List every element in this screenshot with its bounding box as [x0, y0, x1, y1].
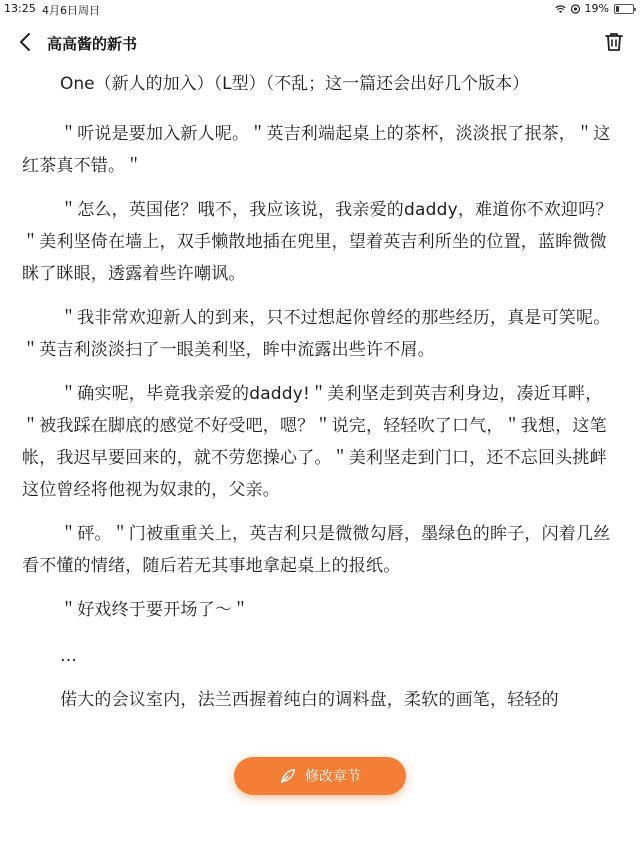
chapter-title: One（新人的加入）（L型）（不乱；这一篇还会出好几个版本） [60, 74, 530, 94]
book-title: 高高酱的新书 [47, 35, 138, 53]
status-bar [0, 0, 640, 18]
wifi-icon [555, 4, 566, 14]
delete-button[interactable] [602, 30, 626, 54]
back-button[interactable] [14, 30, 38, 54]
leaf-pen-icon [279, 767, 297, 785]
battery-percent: 19% [584, 2, 609, 15]
paragraph: ＂我非常欢迎新人的到来，只不过想起你曾经的那些经历，真是可笑呢。＂英吉利淡淡扫了一眼美利坚，眸中流露出些许不屑。 [22, 308, 611, 360]
battery-icon [614, 4, 634, 14]
paragraph: ＂确实呢，毕竟我亲爱的daddy!＂美利坚走到英吉利身边，凑近耳畔，＂被我踩在脚底的感觉不好受吧，嗯？＂说完，轻轻吹了口气，＂我想，这笔帐，我迟早要回来的，就不劳您操心了。＂美利坚走到门口，还不忘回头挑衅这位曾经将他视为奴隶的，父亲。 [22, 384, 607, 500]
battery-level [616, 6, 619, 12]
paragraph: ＂怎么，英国佬？哦不，我应该说，我亲爱的daddy，难道你不欢迎吗？＂美利坚倚在墙上，双手懒散地插在兜里，望着英吉利所坐的位置，蓝眸微微眯了眯眼，透露着些许嘲讽。 [22, 200, 613, 284]
paragraph: ＂好戏终于要开场了～＂ [60, 600, 250, 620]
status-date: 4月6日周日 [42, 4, 100, 17]
edit-chapter-button[interactable] [234, 757, 406, 795]
paragraph: ＂听说是要加入新人呢。＂英吉利端起桌上的茶杯，淡淡抿了抿茶，＂这红茶真不错。＂ [22, 124, 611, 176]
chevron-left-icon [14, 30, 38, 54]
status-icons [555, 2, 634, 15]
partial-paragraph: 偌大的会议室内，法兰西握着纯白的调料盘，柔软的画笔，轻轻的 [60, 690, 559, 710]
location-icon [570, 4, 581, 14]
edit-chapter-label: 修改章节 [305, 769, 361, 785]
chapter-content [0, 62, 640, 716]
paragraph: ＂砰。＂门被重重关上，英吉利只是微微勾唇，墨绿色的眸子，闪着几丝看不懂的情绪，随后若无其事地拿起桌上的报纸。 [22, 524, 611, 576]
status-time: 13:25 [4, 2, 36, 15]
nav-bar [0, 22, 640, 62]
ellipsis: … [60, 646, 77, 666]
trash-icon [602, 30, 626, 54]
